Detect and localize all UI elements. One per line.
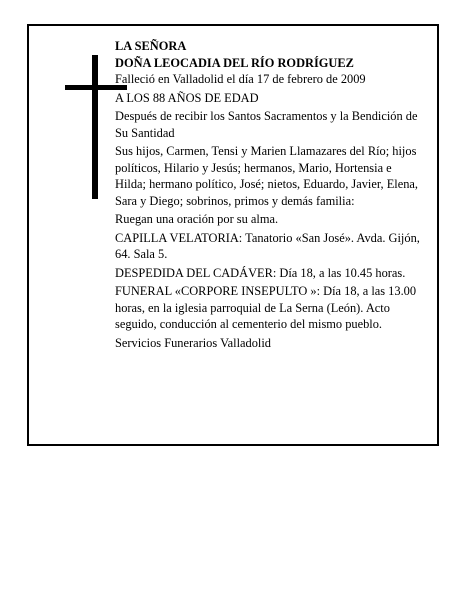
- cross-vertical-bar: [92, 55, 98, 199]
- notice-text: [115, 38, 421, 353]
- deceased-name: DOÑA LEOCADIA DEL RÍO RODRÍGUEZ: [115, 55, 354, 70]
- sacraments-line: Después de recibir los Santos Sacramentos y la Bendición de Su Santidad: [115, 109, 418, 140]
- farewell-info: DESPEDIDA DEL CADÁVER: Día 18, a las 10.45 horas.: [115, 265, 406, 280]
- funeral-info: FUNERAL «CORPORE INSEPULTO »: Día 18, a las 13.00 horas, en la iglesia parroquial de La Serna (León). Acto seguido, conducción al cementerio del mismo pueblo.: [115, 284, 417, 331]
- death-date-line: Falleció en Valladolid el día 17 de febrero de 2009: [115, 72, 366, 86]
- prayer-line: Ruegan una oración por su alma.: [115, 212, 279, 226]
- age-line: A LOS 88 AÑOS DE EDAD: [115, 90, 259, 105]
- chapel-info: CAPILLA VELATORIA: Tanatorio «San José». Avda. Gijón, 64. Sala 5.: [115, 230, 420, 261]
- funeral-services-name: Servicios Funerarios Valladolid: [115, 335, 272, 350]
- family-paragraph: Sus hijos, Carmen, Tensi y Marien Llamazares del Río; hijos políticos, Hilario y Jesús; hermanos, Mario, Hortensia e Hilda; hermano político, José; nietos, Eduardo, Javier, Elena, Sara y Diego; sobrinos, primos y demás familia:: [115, 144, 418, 208]
- obituary-notice: [27, 24, 439, 446]
- notice-header-title: LA SEÑORA: [115, 39, 187, 53]
